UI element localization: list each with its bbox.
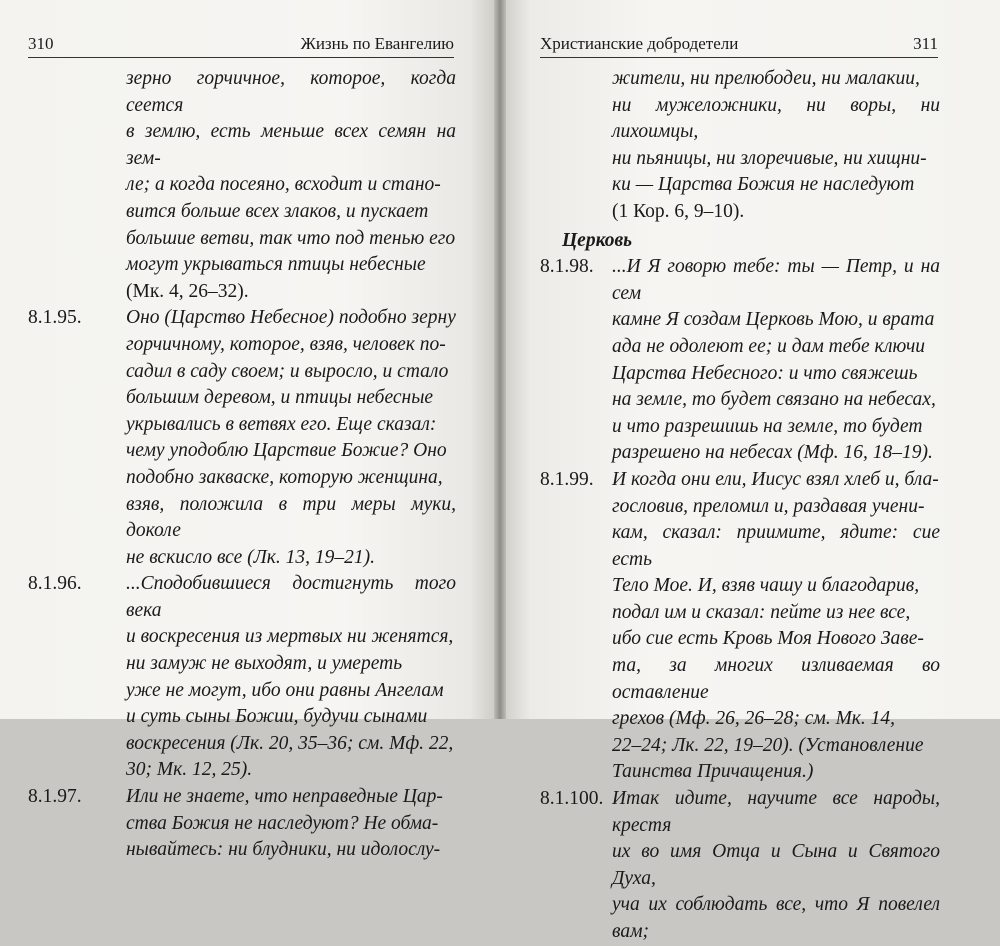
text-line: кам, сказал: приимите, ядите: сие есть — [612, 522, 940, 570]
verse-number: 8.1.95. — [28, 307, 82, 329]
text-line: гословив, преломил и, раздавая учени- — [612, 495, 925, 517]
text-line: ки — Царства Божия не наследуют — [612, 174, 915, 196]
text-line: уча их соблюдать все, что Я повелел вам; — [612, 894, 940, 942]
text-line: камне Я создам Церковь Мою, и врата — [612, 309, 935, 331]
verse-text — [612, 786, 940, 946]
verse-entry — [28, 305, 456, 571]
text-line: ни замуж не выходят, и умереть — [126, 653, 403, 675]
verse-number: 8.1.98. — [540, 256, 594, 278]
left-page-body — [28, 66, 456, 864]
text-line: большие ветви, так что под тенью его — [126, 227, 456, 249]
verse-number: 8.1.99. — [540, 468, 594, 490]
text-line: Оно (Царство Небесное) подобно зерну — [126, 307, 456, 329]
text-line: воскресения (Лк. 20, 35–36; см. Мф. 22, — [126, 732, 454, 754]
page-number: 311 — [913, 34, 938, 53]
verse-text — [126, 784, 456, 864]
header-rule — [28, 57, 454, 58]
page-number: 310 — [28, 34, 54, 53]
left-page — [0, 0, 494, 861]
text-line: ...Сподобившиеся достигнуть того века — [126, 573, 456, 621]
text-line: подобно закваске, которую женщина, — [126, 466, 443, 488]
verse-text — [612, 467, 940, 786]
verse-entry — [28, 784, 456, 864]
text-line: ства Божия не наследуют? Не обма- — [126, 812, 439, 834]
text-line: разрешено на небесах (Мф. 16, 18–19). — [612, 442, 933, 464]
text-line: Таинства Причащения.) — [612, 761, 814, 783]
text-line: их во имя Отца и Сына и Святого Духа, — [612, 841, 940, 889]
book-gutter — [494, 0, 506, 719]
verse-entry — [540, 786, 940, 946]
text-line: на земле, то будет связано на небесах, — [612, 389, 936, 411]
verse-text — [612, 254, 940, 467]
text-line: и что разрешишь на земле, то будет — [612, 415, 923, 437]
text-line: жители, ни прелюбодеи, ни малакии, — [612, 68, 920, 89]
scripture-reference: (Мк. 4, 26–32). — [126, 280, 249, 302]
text-line: садил в саду своем; и выросло, и стало — [126, 360, 449, 382]
text-line: вится больше всех злаков, и пускает — [126, 200, 429, 222]
verse-entry — [540, 254, 940, 467]
text-line: зерно горчичное, которое, когда сеется — [126, 68, 456, 116]
text-line: в землю, есть меньше всех семян на зем- — [126, 121, 456, 169]
text-line: та, за многих изливаемая во оставление — [612, 655, 940, 703]
right-page-body — [540, 66, 940, 946]
verse-number: 8.1.97. — [28, 786, 82, 808]
running-title: Христианские добродетели — [540, 34, 739, 53]
text-line: Итак идите, научите все народы, крестя — [612, 788, 940, 836]
text-line: ни мужеложники, ни воры, ни лихоимцы, — [612, 94, 940, 143]
text-line: и суть сыны Божии, будучи сынами — [126, 706, 428, 728]
text-line: ада не одолеют ее; и дам тебе ключи — [612, 335, 926, 357]
continued-text — [540, 66, 940, 226]
verse-number: 8.1.100. — [540, 788, 604, 810]
text-line: чему уподоблю Царствие Божие? Оно — [126, 440, 447, 462]
verse-entry — [28, 571, 456, 784]
continued-text — [28, 66, 456, 305]
verse-text — [126, 305, 456, 571]
right-page — [506, 0, 1000, 942]
text-line: И когда они ели, Иисус взял хлеб и, бла- — [612, 468, 939, 490]
text-line: нывайтесь: ни блудники, ни идолослу- — [126, 839, 441, 861]
text-line: Царства Небесного: и что свяжешь — [612, 362, 918, 384]
right-page-header — [540, 30, 938, 54]
text-line: могут укрываться птицы небесные — [126, 254, 426, 276]
text-line: и воскресения из мертвых ни женятся, — [126, 626, 454, 648]
text-line: не вскисло все (Лк. 13, 19–21). — [126, 546, 376, 568]
text-line: грехов (Мф. 26, 26–28; см. Мк. 14, — [612, 708, 896, 730]
text-line: ...И Я говорю тебе: ты — Петр, и на сем — [612, 256, 940, 304]
text-line: уже не могут, ибо они равны Ангелам — [126, 679, 444, 701]
header-rule — [540, 57, 938, 58]
verse-text — [126, 571, 456, 784]
verse-entry — [540, 467, 940, 786]
left-page-header — [28, 30, 454, 54]
text-line: ни пьяницы, ни злоречивые, ни хищни- — [612, 147, 927, 169]
text-line: взяв, положила в три меры муки, доколе — [126, 493, 456, 542]
text-line: горчичному, которое, взяв, человек по- — [126, 333, 446, 355]
text-line: 30; Мк. 12, 25). — [126, 759, 253, 781]
text-line: большим деревом, и птицы небесные — [126, 387, 434, 409]
running-title: Жизнь по Евангелию — [300, 34, 454, 53]
scripture-reference: (1 Кор. 6, 9–10). — [612, 200, 745, 222]
text-line: подал им и сказал: пейте из нее все, — [612, 601, 911, 623]
text-line: ле; а когда посеяно, всходит и стано- — [126, 174, 441, 196]
verse-number: 8.1.96. — [28, 573, 82, 595]
text-line: Или не знаете, что неправедные Цар- — [126, 786, 443, 808]
text-line: 22–24; Лк. 22, 19–20). (Установление — [612, 734, 924, 756]
text-line: укрывались в ветвях его. Еще сказал: — [126, 413, 437, 435]
section-heading: Церковь — [562, 229, 633, 251]
text-line: ибо сие есть Кровь Моя Нового Заве- — [612, 628, 924, 650]
text-line: Тело Мое. И, взяв чашу и благодарив, — [612, 575, 920, 597]
